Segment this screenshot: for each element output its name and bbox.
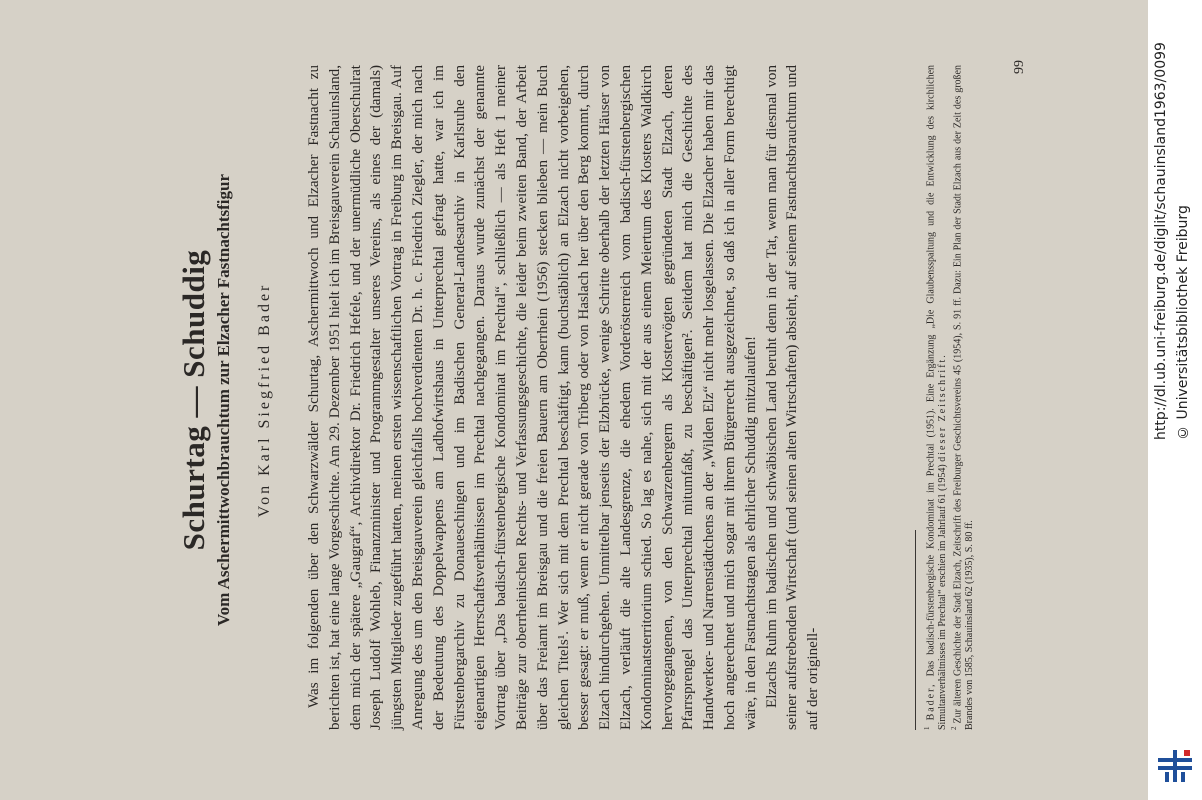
footnote-marker: 2 bbox=[950, 726, 959, 730]
footnotes bbox=[922, 65, 977, 730]
copyright-notice: © Universitätsbibliothek Freiburg bbox=[1175, 205, 1191, 440]
footnote-author: Bader, bbox=[925, 682, 937, 721]
footnote bbox=[949, 65, 975, 730]
source-url-link[interactable]: http://dl.ub.uni-freiburg.de/diglit/schauinsland1963/0099 bbox=[1153, 42, 1169, 440]
article-body bbox=[304, 65, 824, 730]
footnote-divider bbox=[915, 530, 916, 730]
footnote-text: Das badisch-fürstenbergische Kondominat im Prechtal (1951). Eine Ergänzung „Die Glaubensspaltung und die Entwicklung des kirchlichen Simultanverhältnisses im Prechtal“ erschien im Jahrlauf 61 (1954) bbox=[925, 64, 948, 730]
library-sidebar-text bbox=[1150, 0, 1202, 440]
article-author: Von Karl Siegfried Bader bbox=[256, 282, 273, 518]
article-subtitle: Vom Aschermittwochbrauchtum zur Elzacher Fastnachtsfigur bbox=[214, 173, 233, 627]
article-title: Schurtag — Schuddig bbox=[176, 249, 211, 551]
page-number: 99 bbox=[1012, 60, 1027, 74]
footnote-marker: 1 bbox=[923, 726, 931, 730]
footnote bbox=[922, 65, 948, 730]
footnote-text: Zur älteren Geschichte der Stadt Elzach, Zeitschrift des Freiburger Geschichtsvereins 45 (1954), S. 91 ff. Dazu: Ein Plan der Stadt Elzach aus der Zeit des großen Brandes von 1585, Schauinsland 62 (1935), S. 80 ff. bbox=[952, 65, 976, 730]
body-paragraph: Was im folgenden über den Schwarzwälder Schurtag, Aschermittwoch und Elzacher Fastnacht zu berichten ist, hat eine lange Vorgeschichte. Am 29. Dezember 1951 hielt ich im Breisgauverein Schauinsland, dem mich der spätere „Gaugraf“, Archivdirektor Dr. Friedrich Hefele, und der unermüdliche Oberschulrat Joseph Ludolf Wohleb, Finanzminister und Programmgestalter unseres Vereins, als eines der (damals) jüngsten Mitglieder zugeführt hatten, meinen ersten wissenschaftlichen Vortrag in Freiburg im Breisgau. Auf Anregung des um den Breisgauverein gleichfalls hochverdienten Dr. h. c. Friedrich Ziegler, der mich nach der Bedeutung des Doppelwappens am Ladhofwirtshaus in Unterprechtal gefragt hatte, war ich im Fürstenbergarchiv zu Donaueschingen und im Badischen General-Landesarchiv in Karlsruhe den eigenartigen Herrschaftsverhältnissen im Prechtal nachgegangen. Daraus wurde zunächst der genannte Vortrag über „Das badisch-fürstenbergische Kondominat im Prechtal“, schließlich — als Heft 1 meiner Beiträge zur oberrheinischen Rechts- und Verfassungsgeschichte, die leider beim zweiten Band, der Arbeit über das Freiamt im Breisgau und die freien Bauern am Oberrhein (1956) stecken blieben — mein Buch gleichen Titels¹. Wer sich mit dem Prechtal beschäftigt, kann (buchstäblich) an Elzach nicht vorbeigehen, besser gesagt: er muß, wenn er nicht gerade von Triberg oder von Haslach her über den Berg kommt, durch Elzach hindurchgehen. Unmittelbar jenseits der Elzbrücke, wenige Schritte oberhalb der letzten Häuser von Elzach, verläuft die alte Landesgrenze, die ehedem Vorderösterreich vom badisch-fürstenbergischen Kondominatsterritorium schied. So lag es nahe, sich mit der aus einem Meiertum des Klosters Waldkirch hervorgegangenen, von den Schwarzenbergern als Klostervögten gegründeten Stadt Elzach, deren Pfarrsprengel das Unterprechtal mitumfaßt, zu beschäftigen². Seitdem hat mich die Geschichte des Handwerker- und Narrenstädtchens an der „Wilden Elz“ nicht mehr losgelassen. Die Elzacher haben mir das hoch angerechnet und mich sogar mit ihrem Bürgerrecht ausgezeichnet, so daß ich in aller Form berechtigt wäre, in den Fastnachtstagen als ehrlicher Schuddig mitzulaufen! bbox=[306, 65, 759, 730]
footnote-tail: dieser Zeitschrift. bbox=[936, 353, 948, 462]
ub-freiburg-logo-icon bbox=[1154, 748, 1196, 784]
body-paragraph: Elzachs Ruhm im badischen und schwäbischen Land beruht denn in der Tat, wenn man für diesmal von seiner aufstrebenden Wirtschaft (und seinen alten Wirtschaften) absieht, auf seinem Fastnachtsbrauchtum und auf der originell- bbox=[763, 65, 822, 730]
